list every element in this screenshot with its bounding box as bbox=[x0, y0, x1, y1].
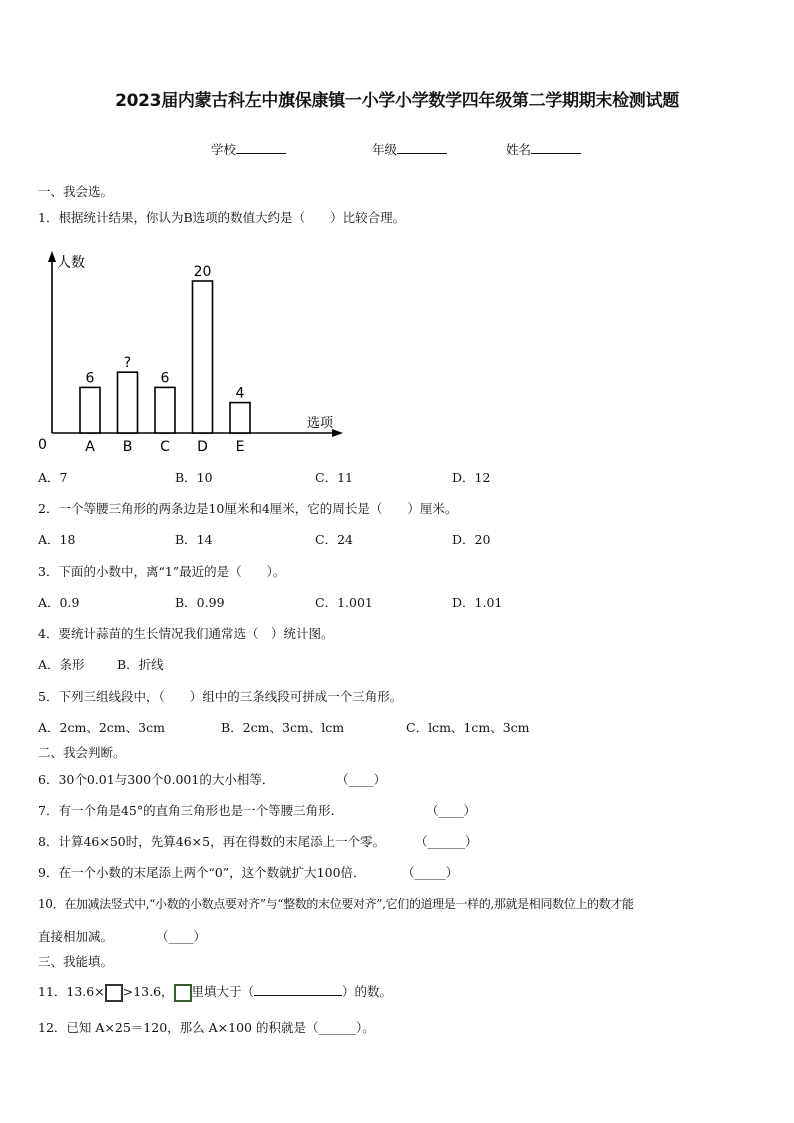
tick-label-e: E bbox=[235, 439, 245, 455]
question-6: 6．30个0.01与300个0.001的大小相等． bbox=[38, 772, 275, 787]
q9-answer-blank[interactable]: （_____） bbox=[402, 865, 459, 880]
q7-answer-blank[interactable]: （____） bbox=[426, 803, 477, 818]
q3-option-d[interactable]: D．1.01 bbox=[452, 595, 503, 610]
question-5: 5．下列三组线段中，（ ）组中的三条线段可拼成一个三角形。 bbox=[38, 689, 403, 704]
bar-b bbox=[118, 372, 138, 433]
q8-answer-blank[interactable]: （______） bbox=[415, 834, 478, 849]
q11-answer-box[interactable] bbox=[105, 984, 123, 1002]
q2-option-a[interactable]: A．18 bbox=[38, 532, 76, 547]
q11-prefix: 11．13.6× bbox=[38, 984, 105, 999]
data-label-a: 6 bbox=[85, 370, 95, 387]
q10-answer-blank[interactable]: （____） bbox=[156, 929, 207, 944]
y-axis-arrow bbox=[48, 251, 56, 262]
question-10-line-2: 直接相加减。 bbox=[38, 929, 114, 944]
grade-blank[interactable] bbox=[397, 140, 447, 154]
q11-answer-blank[interactable] bbox=[254, 995, 342, 996]
question-1: 1．根据统计结果，你认为B选项的数值大约是（ ）比较合理。 bbox=[38, 210, 406, 225]
q6-answer-blank[interactable]: （____） bbox=[336, 772, 387, 787]
question-8: 8．计算46×50时，先算46×5，再在得数的末尾添上一个零。 bbox=[38, 834, 386, 849]
data-label-b: ? bbox=[123, 355, 132, 372]
q5-option-b[interactable]: B．2cm、3cm、lcm bbox=[221, 720, 345, 735]
chart-marks bbox=[38, 251, 343, 455]
q2-option-b[interactable]: B．14 bbox=[175, 532, 213, 547]
q5-option-a[interactable]: A．2cm、2cm、3cm bbox=[38, 720, 165, 735]
q11-suffix-1: 里填大于（ bbox=[191, 984, 255, 999]
q11-suffix-2: ）的数。 bbox=[342, 984, 393, 999]
question-9: 9．在一个小数的末尾添上两个“0”，这个数就扩大100倍． bbox=[38, 865, 366, 880]
x-axis-label: 选项 bbox=[307, 416, 334, 431]
q1-option-b[interactable]: B．10 bbox=[175, 470, 213, 485]
q1-option-a[interactable]: A．7 bbox=[38, 470, 68, 485]
question-4: 4．要统计蒜苗的生长情况我们通常选（ ）统计图。 bbox=[38, 626, 334, 641]
y-axis-label: 人数 bbox=[57, 255, 85, 271]
q1-option-c[interactable]: C．11 bbox=[315, 470, 353, 485]
tick-label-c: C bbox=[160, 439, 170, 455]
q3-option-c[interactable]: C．1.001 bbox=[315, 595, 373, 610]
bar-c bbox=[155, 387, 175, 433]
bar-chart bbox=[36, 246, 356, 456]
data-label-d: 20 bbox=[193, 264, 212, 280]
data-label-c: 6 bbox=[160, 370, 170, 387]
name-blank[interactable] bbox=[531, 140, 581, 154]
q2-option-c[interactable]: C．24 bbox=[315, 532, 353, 547]
bar-d bbox=[193, 281, 213, 433]
grade-label: 年级 bbox=[372, 142, 398, 157]
page-title: 2023届内蒙古科左中旗保康镇一小学小学数学四年级第二学期期末检测试题 bbox=[115, 91, 679, 111]
section-heading-2: 二、我会判断。 bbox=[38, 745, 126, 760]
name-label: 姓名 bbox=[506, 142, 532, 157]
x-axis-arrow bbox=[332, 429, 343, 437]
tick-label-b: B bbox=[122, 439, 133, 455]
data-label-e: 4 bbox=[235, 385, 245, 402]
question-10-line-1: 10．在加减法竖式中,“小数的小数点要对齐”与“整数的末位要对齐”,它们的道理是一样的,那就是相同数位上的数才能 bbox=[38, 897, 634, 911]
question-2: 2．一个等腰三角形的两条边是10厘米和4厘米，它的周长是（ ）厘米。 bbox=[38, 501, 458, 516]
school-field bbox=[211, 140, 286, 158]
grade-field bbox=[372, 140, 447, 158]
q4-option-b[interactable]: B．折线 bbox=[117, 657, 164, 672]
school-blank[interactable] bbox=[236, 140, 286, 154]
tick-label-d: D bbox=[197, 439, 208, 455]
tick-label-a: A bbox=[85, 439, 95, 455]
question-7: 7．有一个角是45°的直角三角形也是一个等腰三角形． bbox=[38, 803, 344, 818]
question-12: 12．已知 A×25＝120，那么 A×100 的积就是（______）。 bbox=[38, 1020, 375, 1035]
section-heading-1: 一、我会选。 bbox=[38, 184, 114, 199]
question-3: 3．下面的小数中，离“1”最近的是（ ）。 bbox=[38, 564, 286, 579]
q11-middle: >13.6， bbox=[122, 984, 174, 999]
bar-a bbox=[80, 387, 100, 433]
q3-option-b[interactable]: B．0.99 bbox=[175, 595, 225, 610]
q2-option-d[interactable]: D．20 bbox=[452, 532, 491, 547]
section-heading-3: 三、我能填。 bbox=[38, 954, 114, 969]
q1-option-d[interactable]: D．12 bbox=[452, 470, 491, 485]
bar-e bbox=[230, 403, 250, 433]
q11-box-reference bbox=[174, 984, 192, 1002]
school-label: 学校 bbox=[211, 142, 237, 157]
q4-option-a[interactable]: A．条形 bbox=[38, 657, 85, 672]
q5-option-c[interactable]: C．lcm、1cm、3cm bbox=[406, 720, 530, 735]
question-11 bbox=[38, 982, 392, 1002]
origin-label: 0 bbox=[38, 437, 47, 453]
q3-option-a[interactable]: A．0.9 bbox=[38, 595, 80, 610]
name-field bbox=[506, 140, 581, 158]
